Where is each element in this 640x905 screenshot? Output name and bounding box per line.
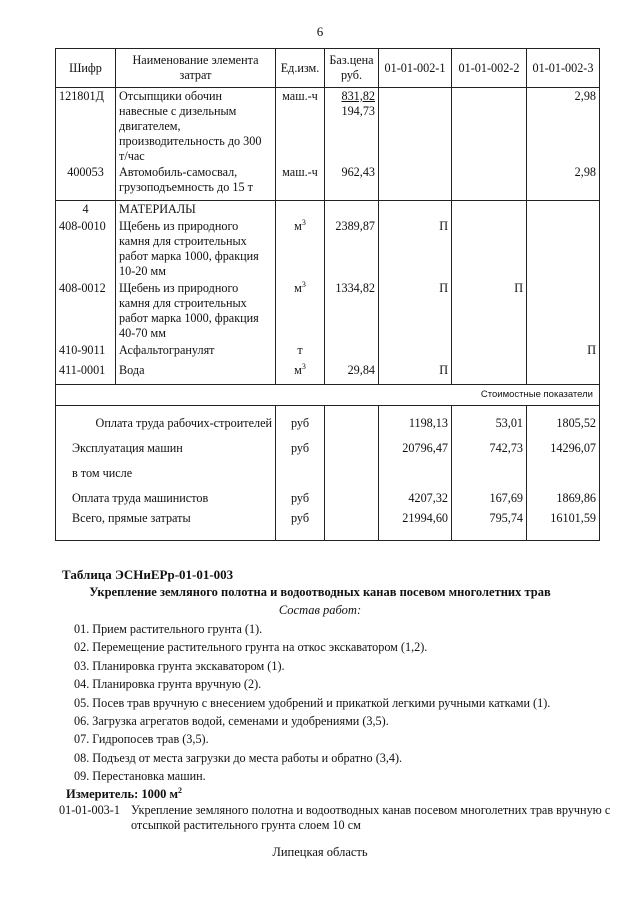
row-unit [276, 280, 325, 342]
row-v1: П [379, 218, 452, 280]
row-v3 [527, 362, 600, 384]
summary-row [56, 461, 600, 486]
list-item: 03. Планировка грунта экскаватором (1). [74, 658, 285, 673]
row-price: 1334,82 [325, 280, 379, 342]
row-unit [276, 218, 325, 280]
summary-v1: 1198,13 [379, 405, 452, 436]
row-name: Щебень из природного камня для строительных работ марка 1000, фракция 40-70 мм [116, 280, 276, 342]
row-v3 [527, 218, 600, 280]
row-code: 411-0001 [56, 362, 116, 384]
summary-v1: 4207,32 [379, 486, 452, 511]
works-list [74, 622, 550, 788]
row-name: Асфальтогранулят [116, 342, 276, 362]
row-unit: маш.-ч [276, 164, 325, 200]
cost-header-label: Стоимостные показатели [56, 384, 600, 405]
summary-row [56, 486, 600, 511]
summary-label: Эксплуатация машин [56, 436, 276, 461]
row-code: 400053 [56, 164, 116, 200]
row-name: Автомобиль-самосвал, грузоподъемность до 15 т [116, 164, 276, 200]
row-v3: П [527, 342, 600, 362]
unit-text: т [297, 343, 303, 358]
header-col2: 01-01-002-2 [452, 49, 527, 88]
list-item: 01. Прием растительного грунта (1). [74, 622, 263, 636]
summary-v2: 742,73 [452, 436, 527, 461]
row-code: 408-0010 [56, 218, 116, 280]
unit-text: м [294, 281, 302, 296]
header-name: Наименование элемента затрат [116, 49, 276, 88]
summary-row [56, 405, 600, 436]
cost-header-row [56, 384, 600, 405]
table-row [56, 342, 600, 362]
table-row [56, 218, 600, 280]
header-col3: 01-01-002-3 [527, 49, 600, 88]
meter-label [66, 787, 182, 802]
row-price: 29,84 [325, 362, 379, 384]
table-title: Таблица ЭСНиЕРр-01-01-003 [62, 567, 234, 582]
resource-table [55, 48, 600, 541]
row-v3 [527, 280, 600, 342]
summary-unit: руб [276, 436, 325, 461]
list-item: 05. Посев трав вручную с внесением удобрений и прикаткой легкими ручными катками (1). [74, 695, 551, 710]
row-v2 [452, 342, 527, 362]
summary-label: Всего, прямые затраты [56, 511, 276, 541]
row-code: 408-0012 [56, 280, 116, 342]
unit-sup: 3 [301, 362, 306, 372]
page-number: 6 [316, 24, 324, 39]
row-v2 [452, 218, 527, 280]
unit-text: м [294, 363, 302, 378]
unit-sup: 3 [301, 218, 306, 228]
summary-unit: руб [276, 486, 325, 511]
summary-v1: 20796,47 [379, 436, 452, 461]
summary-v3: 1805,52 [527, 405, 600, 436]
table-row [56, 280, 600, 342]
summary-v2: 53,01 [452, 405, 527, 436]
summary-v3: 16101,59 [527, 511, 600, 541]
row-v3: 2,98 [527, 88, 600, 165]
row-name: Отсыпщики обочин навесные с дизельным двигателем, производительность до 300 т/час [116, 88, 276, 165]
composition-label: Состав работ: [278, 603, 362, 617]
table-subtitle: Укрепление земляного полотна и водоотводных канав посевом многолетних трав [89, 585, 551, 599]
row-code: 410-9011 [56, 342, 116, 362]
table-header-row [56, 49, 600, 88]
table-row [56, 164, 600, 200]
table-row [56, 362, 600, 384]
header-base-price: Баз.цена руб. [325, 49, 379, 88]
row-unit: маш.-ч [276, 88, 325, 165]
summary-v1: 21994,60 [379, 511, 452, 541]
summary-label: Оплата труда рабочих-строителей [56, 405, 276, 436]
summary-unit: руб [276, 405, 325, 436]
row-price [325, 342, 379, 362]
row-v2: П [452, 280, 527, 342]
header-unit: Ед.изм. [276, 49, 325, 88]
row-code: 121801Д [56, 88, 116, 165]
table-row [56, 88, 600, 165]
row-unit [276, 362, 325, 384]
row-price: 2389,87 [325, 218, 379, 280]
item-code: 01-01-003-1 [59, 803, 120, 817]
row-v2 [452, 88, 527, 165]
row-v1: П [379, 280, 452, 342]
list-item: 06. Загрузка агрегатов водой, семенами и удобрениями (3,5). [74, 713, 389, 728]
row-v2 [452, 362, 527, 384]
region-label: Липецкая область [272, 845, 368, 859]
row-name: Щебень из природного камня для строительных работ марка 1000, фракция 10-20 мм [116, 218, 276, 280]
unit-sup: 3 [301, 280, 306, 290]
row-v1 [379, 342, 452, 362]
section-title: МАТЕРИАЛЫ [116, 200, 276, 218]
summary-unit: руб [276, 511, 325, 541]
summary-label: Оплата труда машинистов [56, 486, 276, 511]
row-price [325, 88, 379, 165]
meter-sup: 2 [178, 785, 183, 795]
summary-v2: 167,69 [452, 486, 527, 511]
item-description: Укрепление земляного полотна и водоотводных канав посевом многолетних трав вручную с отсыпкой растительного грунта слоем 10 см [131, 803, 611, 832]
list-item: 08. Подъезд от места загрузки до места работы и обратно (3,4). [74, 750, 403, 765]
list-item: 04. Планировка грунта вручную (2). [74, 677, 262, 692]
section-number: 4 [56, 200, 116, 218]
summary-row [56, 436, 600, 461]
unit-text: м [294, 219, 302, 234]
header-col1: 01-01-002-1 [379, 49, 452, 88]
list-item: 07. Гидропосев трав (3,5). [74, 732, 209, 747]
list-item: 09. Перестановка машин. [74, 769, 206, 784]
row-v2 [452, 164, 527, 200]
list-item: 02. Перемещение растительного грунта на откос экскаватором (1,2). [74, 640, 428, 655]
meter-text: Измеритель: 1000 м [66, 787, 179, 801]
header-code: Шифр [56, 49, 116, 88]
summary-v3: 14296,07 [527, 436, 600, 461]
row-name: Вода [116, 362, 276, 384]
row-v1 [379, 164, 452, 200]
summary-label: в том числе [56, 461, 276, 486]
section-row [56, 200, 600, 218]
summary-row [56, 511, 600, 541]
row-v1: П [379, 362, 452, 384]
price-bottom: 194,73 [341, 103, 375, 118]
price-top: 831,82 [341, 89, 375, 103]
summary-v2: 795,74 [452, 511, 527, 541]
row-v1 [379, 88, 452, 165]
row-price: 962,43 [325, 164, 379, 200]
row-unit [276, 342, 325, 362]
row-v3: 2,98 [527, 164, 600, 200]
summary-v3: 1869,86 [527, 486, 600, 511]
